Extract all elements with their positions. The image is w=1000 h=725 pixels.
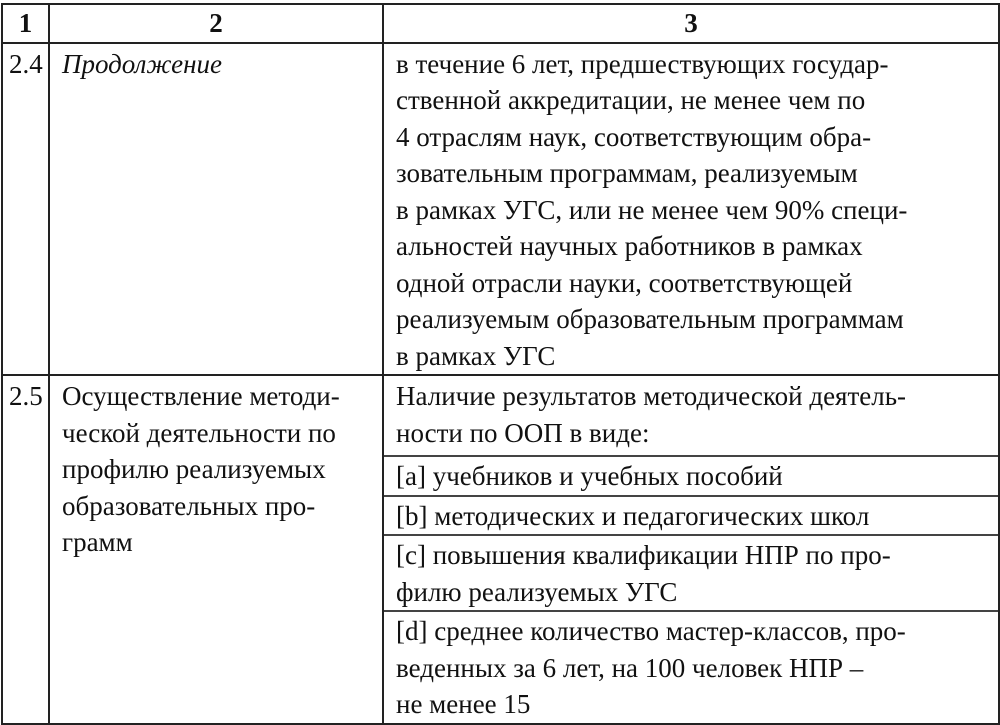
content-line: ственной аккредитации, не менее чем по (396, 85, 866, 115)
content-line: альностей научных работников в рамках (396, 231, 863, 261)
row-content (383, 43, 999, 376)
row-description (49, 43, 383, 376)
content-line: 4 отраслям наук, соответствующим обра- (396, 121, 872, 152)
column-header-2: 2 (49, 4, 383, 43)
content-line: зовательным программам, реализуемым (396, 158, 858, 188)
intro-line: Наличие результатов методической деятель- (396, 381, 907, 411)
content-intro (384, 376, 998, 455)
content-line: в рамках УГС (396, 340, 556, 371)
list-item-a: [a] учебников и учебных пособий (384, 455, 998, 495)
row-number: 2.5 (2, 375, 49, 724)
description-line: профилю реализуемых (62, 454, 326, 484)
description-line: ческой деятельности по (62, 417, 336, 448)
table-row-2-5 (2, 375, 999, 724)
row-number: 2.4 (2, 43, 49, 376)
row-description (49, 375, 383, 724)
content-line: одной отрасли науки, соответствующей (396, 267, 853, 298)
row-content (383, 375, 999, 724)
list-item-d: [d] среднее количество мастер-классов, про- веденных за 6 лет, на 100 человек НПР – не менее 15 (384, 610, 998, 723)
description-line: образовательных про- (62, 490, 316, 521)
content-line: в течение 6 лет, предшествующих государ- (396, 48, 889, 79)
column-header-1: 1 (2, 4, 49, 43)
content-line: реализуемым образовательным программам (396, 304, 904, 334)
table-row-2-4 (2, 43, 999, 376)
column-header-3: 3 (383, 4, 999, 43)
list-item-b: [b] методических и педагогических школ (384, 495, 998, 535)
description-line: грамм (62, 527, 133, 557)
criteria-table (1, 3, 1000, 725)
content-line: в рамках УГС, или не менее чем 90% специ- (396, 194, 908, 225)
description-line: Осуществление методи- (62, 381, 340, 411)
description-line: Продолжение (62, 48, 223, 79)
header-row (2, 4, 999, 43)
intro-line: ности по ООП в виде: (396, 417, 650, 448)
list-item-c: [c] повышения квалификации НПР по про- филю реализуемых УГС (384, 534, 998, 610)
